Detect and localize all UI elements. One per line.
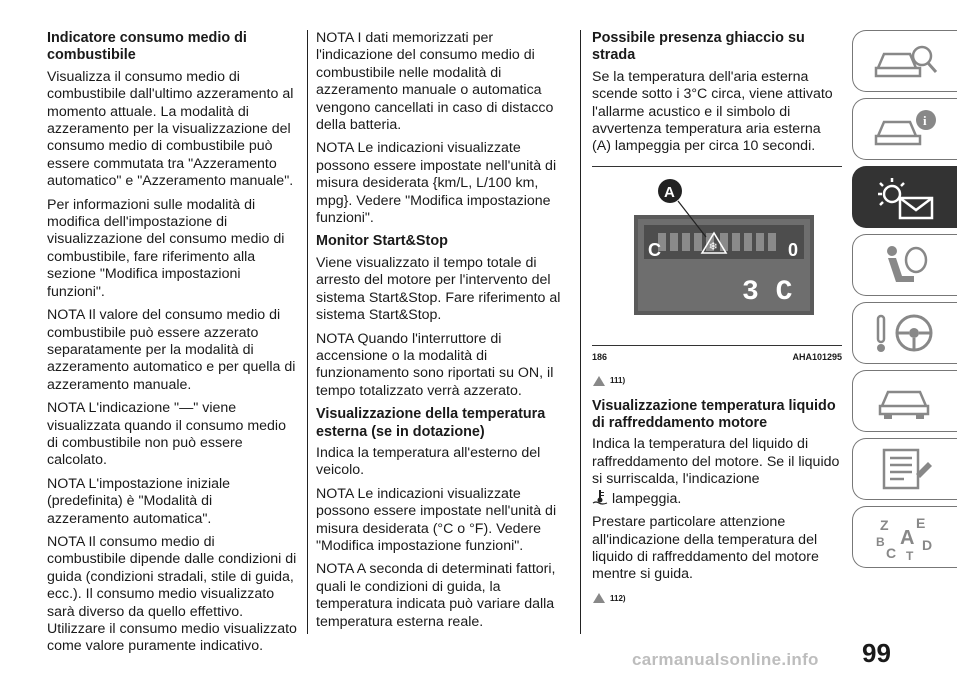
car-info-icon — [870, 106, 940, 152]
note-paragraph: NOTA L'indicazione "—" viene visualizzata quando il consumo medio di combustibile non può essere calcolato. — [47, 400, 286, 469]
paragraph: Indica la temperatura del liquido di raffreddamento del motore. Se il liquido si surriscalda, l'indicazione — [592, 436, 840, 488]
note-paragraph: NOTA Il valore del consumo medio di combustibile può essere azzerato separatamente per la modalità di azzeramento automatico e per quella di azzeramento manuale. — [47, 307, 296, 393]
svg-text:Z: Z — [880, 517, 889, 533]
airbag-seat-icon — [870, 242, 940, 288]
figure-caption — [592, 345, 842, 366]
page-number: 99 — [862, 638, 891, 668]
heading-start-stop: Monitor Start&Stop — [316, 233, 448, 250]
car-service-icon — [870, 378, 940, 424]
note-paragraph: NOTA Le indicazioni visualizzate possono essere impostate nell'unità di misura desiderata (°C o °F). Vedere "Modifica impostazione funzioni". — [316, 485, 557, 554]
note-paragraph: NOTA A seconda di determinati fattori, quali le condizioni di guida, la temperatura indicata può variare dalla temperatura esterna reale. — [316, 561, 556, 630]
coolant-temperature-icon — [592, 489, 608, 505]
svg-text:i: i — [923, 113, 927, 128]
dashboard-figure — [592, 173, 837, 345]
car-search-icon — [870, 38, 940, 84]
chapter-tab-car-search[interactable] — [852, 30, 957, 92]
paragraph: Viene visualizzato il tempo totale di arresto del motore per l'intervento del sistema Start&Stop. Fare riferimento al sistema Start&Stop. — [316, 254, 561, 324]
display-label-0: 0 — [788, 239, 799, 260]
column-3 — [592, 30, 842, 615]
svg-text:❄: ❄ — [708, 239, 718, 253]
svg-text:C: C — [886, 545, 897, 560]
callout-a-label: A — [664, 183, 675, 201]
warning-triangle-icon — [592, 592, 606, 604]
checklist-icon — [870, 446, 940, 492]
column-divider — [307, 30, 308, 634]
chapter-tab-index[interactable] — [852, 506, 957, 568]
heading-temperatura-esterna: Visualizzazione della temperatura esterna (se in dotazione) — [316, 406, 546, 440]
steering-key-icon — [870, 310, 940, 356]
watermark: carmanualsonline.info — [632, 650, 819, 669]
figure-top-rule — [592, 166, 842, 167]
note-paragraph: NOTA L'impostazione iniziale (predefinita) è "Modalità di azzeramento automatica". — [47, 475, 231, 527]
warning-ref-111: 111) — [592, 372, 842, 389]
paragraph: Se la temperatura dell'aria esterna scende sotto i 3°C circa, viene attivato l'allarme acustico e il simbolo di avvertenza temperatura aria esterna (A) lampeggia per circa 10 secondi. — [592, 68, 833, 155]
heading-temperatura-liquido: Visualizzazione temperatura liquido di raffreddamento motore — [592, 397, 836, 432]
paragraph: Prestare particolare attenzione all'indicazione della temperatura del liquido di raffreddamento del motore mentre si guida. — [592, 514, 819, 583]
note-paragraph: NOTA I dati memorizzati per l'indicazione del consumo medio di combustibile nelle modalità di azzeramento manuale o automatica vengono cancellati in caso di distacco della batteria. — [316, 30, 554, 134]
display-illustration — [592, 173, 837, 345]
note-paragraph: NOTA Il consumo medio di combustibile dipende dalle condizioni di guida (condizioni stradali, stile di guida, ecc.). Il consumo medio visualizzato sarà diverso da quello effettivo. Utilizzare il consumo medio visualizzato come valore puramente indicativo. — [47, 533, 297, 655]
chapter-tab-airbag[interactable] — [852, 234, 957, 296]
display-label-c: C — [648, 239, 661, 260]
chapter-tab-car-service[interactable] — [852, 370, 957, 432]
chapter-sidebar — [852, 30, 960, 574]
column-divider — [580, 30, 581, 634]
note-paragraph: NOTA Quando l'interruttore di accensione o la modalità di funzionamento sono riportati su ON, il tempo totalizzato verrà azzerato. — [316, 330, 554, 399]
alphabet-index-icon — [870, 514, 940, 560]
chapter-tab-steering[interactable] — [852, 302, 957, 364]
paragraph-continuation: lampeggia. — [592, 489, 842, 508]
paragraph: Indica la temperatura all'esterno del veicolo. — [316, 444, 541, 479]
column-1 — [47, 30, 297, 662]
svg-text:E: E — [916, 515, 926, 531]
figure-code: AHA101295 — [792, 351, 842, 362]
paragraph: Per informazioni sulle modalità di modifica dell'impostazione di visualizzazione del consumo medio di combustibile, fare riferimento alla sezione "Modifica impostazioni funzioni". — [47, 196, 285, 300]
svg-text:B: B — [876, 535, 885, 549]
display-temperature: 3 C — [742, 276, 793, 308]
chapter-tab-checklist[interactable] — [852, 438, 957, 500]
warning-triangle-icon — [592, 375, 606, 387]
chapter-tab-car-info[interactable] — [852, 98, 957, 160]
chapter-tab-warning-lights[interactable] — [852, 166, 957, 228]
svg-text:D: D — [922, 537, 933, 553]
warning-lights-icon — [870, 174, 940, 220]
paragraph: Visualizza il consumo medio di combustibile dall'ultimo azzeramento al momento attuale. La modalità di azzeramento per la visualizzazione del consumo medio di combustibile può essere commutata tra "Azzeramento automatico" e "Azzeramento manuale". — [47, 68, 294, 190]
svg-text:T: T — [906, 549, 914, 560]
heading-ghiaccio: Possibile presenza ghiaccio su strada — [592, 30, 805, 64]
svg-text:A: A — [900, 527, 915, 549]
column-2 — [316, 30, 566, 637]
heading-consumo-medio: Indicatore consumo medio di combustibile — [47, 30, 247, 64]
figure-number: 186 — [592, 351, 608, 362]
note-paragraph: NOTA Le indicazioni visualizzate possono essere impostate nell'unità di misura desiderata {km/L, L/100 km, mpg}. Vedere "Modifica impostazione funzioni". — [316, 140, 557, 227]
warning-ref-112: 112) — [592, 590, 842, 607]
